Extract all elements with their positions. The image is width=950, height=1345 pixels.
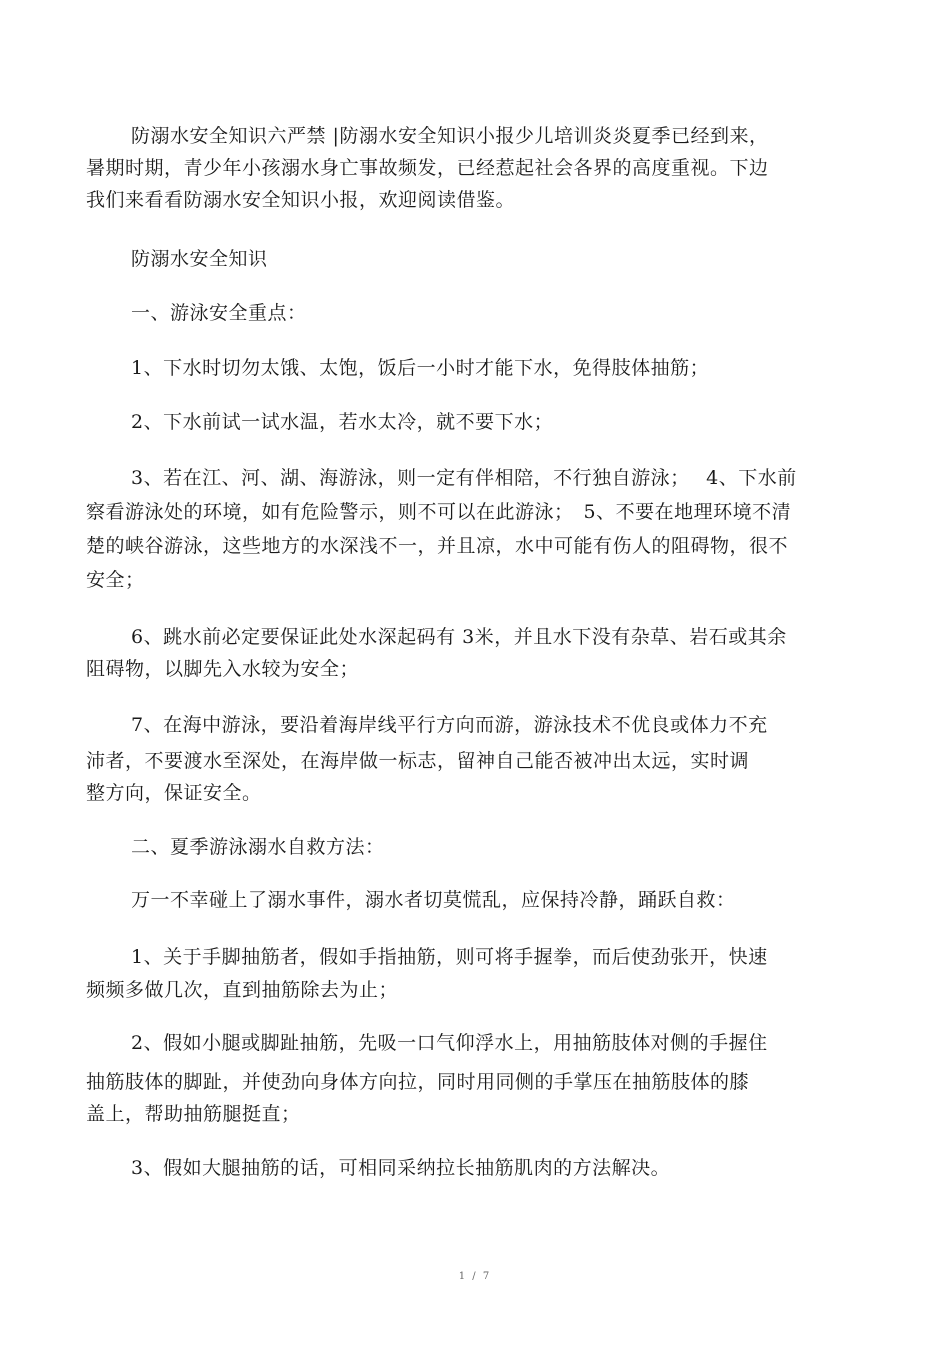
page-indicator: 1 / 7 [458,1271,492,1282]
text-line: 抽筋肢体的脚趾，并使劲向身体方向拉，同时用同侧的手掌压在抽筋肢体的膝 [86,1071,750,1093]
text-line: 我们来看看防溺水安全知识小报，欢迎阅读借鉴。 [86,189,516,211]
text-line: 沛者，不要渡水至深处，在海岸做一标志，留神自己能否被冲出太远，实时调 [86,750,750,772]
text-line: 1、下水时切勿太饿、太饱，饭后一小时才能下水，免得肢体抽筋； [131,357,710,379]
text-line: 7、在海中游泳，要沿着海岸线平行方向而游，游泳技术不优良或体力不充 [131,714,768,736]
text-line: 万一不幸碰上了溺水事件，溺水者切莫慌乱，应保持冷静，踊跃自救： [131,889,736,911]
text-line: 3、若在江、河、湖、海游泳，则一定有伴相陪，不行独自游泳； 4、下水前 [131,467,797,489]
text-line: 防溺水安全知识六严禁 |防溺水安全知识小报少儿培训炎炎夏季已经到来， [131,125,769,147]
text-line: 2、假如小腿或脚趾抽筋，先吸一口气仰浮水上，用抽筋肢体对侧的手握住 [131,1032,768,1054]
text-line: 频频多做几次，直到抽筋除去为止； [86,979,399,1001]
text-line: 暑期时期，青少年小孩溺水身亡事故频发，已经惹起社会各界的高度重视。下边 [86,157,769,179]
text-line: 安全； [86,569,145,591]
text-line: 察看游泳处的环境，如有危险警示，则不可以在此游泳； 5、不要在地理环境不清 [86,501,792,523]
text-line: 阻碍物，以脚先入水较为安全； [86,658,360,680]
text-line: 2、下水前试一试水温，若水太冷，就不要下水； [131,411,554,433]
text-line: 楚的峡谷游泳，这些地方的水深浅不一，并且凉，水中可能有伤人的阻碍物，很不 [86,535,789,557]
text-line: 3、假如大腿抽筋的话，可相同采纳拉长抽筋肌肉的方法解决。 [131,1157,671,1179]
text-line: 整方向，保证安全。 [86,782,262,804]
text-line: 1、关于手脚抽筋者，假如手指抽筋，则可将手握拳，而后使劲张开，快速 [131,946,768,968]
text-line: 6、跳水前必定要保证此处水深起码有 3米，并且水下没有杂草、岩石或其余 [131,626,787,648]
heading-self-rescue: 二、夏季游泳溺水自救方法： [131,836,385,858]
section-title: 防溺水安全知识 [131,248,268,270]
text-line: 盖上，帮助抽筋腿挺直； [86,1103,301,1125]
heading-swimming-safety: 一、游泳安全重点： [131,302,307,324]
